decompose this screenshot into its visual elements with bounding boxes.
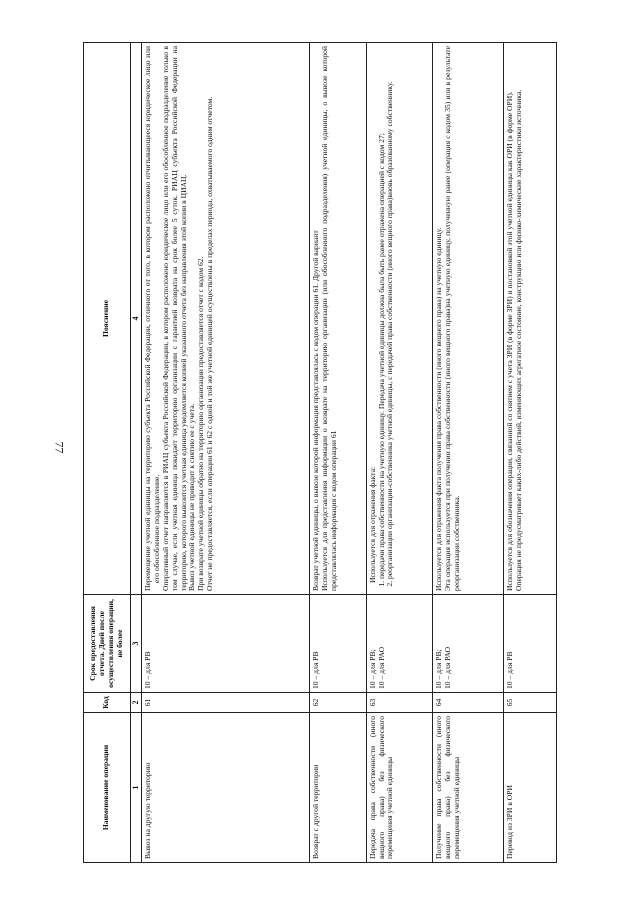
note-paragraph: Используется для обозначения операции, связанной со снятием с учета ЗРИ (в форме ЗРИ) и постановкой этой учетной единицы как ОРИ (в форме ОРИ). — [505, 90, 515, 591]
operation-name: Возврат с другой территории — [309, 712, 366, 862]
rotated-page-content — [83, 43, 557, 863]
list-item: 2. реорганизации организации-собственника учетной единицы, с передачей права собственности (иного вещного права)вновь образованному собственнику. — [386, 46, 395, 579]
report-term: 10 – для РВ — [309, 594, 366, 692]
header-term: Срок предоставления отчета. Дней после осуществления операции, не более — [84, 594, 131, 692]
operation-note — [141, 42, 309, 594]
header-note: Пояснение — [84, 42, 131, 594]
note-paragraph: При возврате учетной единицы обратно на территорию организации предоставляется отчет с кодом 62. — [196, 256, 206, 591]
operation-note — [433, 42, 504, 594]
report-term — [433, 594, 504, 692]
operation-code: 64 — [433, 692, 504, 712]
operation-note — [504, 42, 557, 594]
note-paragraph: Используется для отражения факта получения права собственности (иного вещного права) на учетную единицу. — [434, 226, 444, 591]
report-term-line: 10 – для РАО — [376, 646, 386, 689]
table-row — [504, 42, 557, 862]
report-term-line: 10 – для РВ; — [367, 648, 377, 689]
operation-name: Перевод из ЗРИ в ОРИ — [504, 712, 557, 862]
column-number: 3 — [130, 594, 141, 692]
report-term: 10 – для РВ — [141, 594, 309, 692]
operation-name: Вывоз на другую территорию — [141, 712, 309, 862]
operations-table — [83, 42, 557, 863]
report-term — [366, 594, 433, 692]
operation-note — [309, 42, 366, 594]
header-operation-name: Наименование операции — [84, 712, 131, 862]
operation-code: 61 — [141, 692, 309, 712]
note-paragraph: Используется для представления информации о возврате на территорию организации (или обособленного подразделения) учетной единицы, о вывозе которой представлялась информация с кодом операции 61 — [319, 45, 338, 591]
column-number: 4 — [130, 42, 141, 594]
report-term-line: 10 – для РВ; — [434, 648, 444, 689]
note-paragraph: Отчет не предоставляется, если операции 61 и 62 с одной и той же учетной единицей осуществлены в пределах периода, охватываемого одним отчетом. — [205, 96, 215, 591]
note-paragraph: Перемещение учетной единицы на территорию субъекта Российской Федерации, отличного от того, в котором расположено отчитывающееся юридическое лицо или его обособленное подразделение. — [142, 45, 161, 591]
note-list — [378, 46, 396, 591]
report-term-line: 10 – для РАО — [443, 646, 453, 689]
note-paragraph: Оперативный отчет направляется в РИАЦ субъекта Российской Федерации, в котором расположено юридическое лицо или его обособленное подразделение только в том случае, если учетная единица покидает территорию организации с гарантией возврата на срок более 5 суток. РИАЦ субъекта Российской Федерации на территорию, которого вывозится учетная единица уведомляется копией указанного отчета без направления этой копии в ЦИАЦ. — [160, 45, 188, 591]
table-row — [433, 42, 504, 862]
column-number: 1 — [130, 712, 141, 862]
operation-name: Получение права собственности (иного вещного права) без физического перемещения учетной единицы — [433, 712, 504, 862]
operation-code: 65 — [504, 692, 557, 712]
report-term: 10 – для РВ — [504, 594, 557, 692]
note-paragraph: Вывоз учетной единицы не приводит к снятию ее с учета. — [187, 403, 197, 591]
note-paragraph: Возврат учетной единицы, о вывозе которой информация представлялась с кодом операции 61. Другой вариант — [310, 229, 320, 591]
note-paragraph: Операция не предусматривает каких-либо действий, изменяющих агрегатное состояние, конструкцию или физико-химические характеристики источника. — [514, 89, 524, 591]
table-row — [141, 42, 309, 862]
column-number: 2 — [130, 692, 141, 712]
table-header-row — [84, 42, 131, 862]
operation-note — [366, 42, 433, 594]
list-item: 1. передачи права собственности на учетную единицу. Передача учетной единицы должна была быть ранее отражена операцией с кодом 27; — [378, 46, 387, 579]
operation-name: Передача права собственности (иного вещного права) без физического перемещения учетной единицы — [366, 712, 433, 862]
operation-code: 62 — [309, 692, 366, 712]
table-row — [309, 42, 366, 862]
header-code: Код — [84, 692, 131, 712]
note-lead: Используется для отражения факта: — [367, 466, 377, 583]
note-paragraph: Эта операция используется при получении права собственности (иного вещного права)на учетную единицу, полученную ранее (операция с кодом 35) или в результате реорганизации собственника. — [443, 45, 462, 591]
column-number-row — [130, 42, 141, 862]
operation-code: 63 — [366, 692, 433, 712]
page-number: 77 — [52, 441, 67, 454]
table-row — [366, 42, 433, 862]
